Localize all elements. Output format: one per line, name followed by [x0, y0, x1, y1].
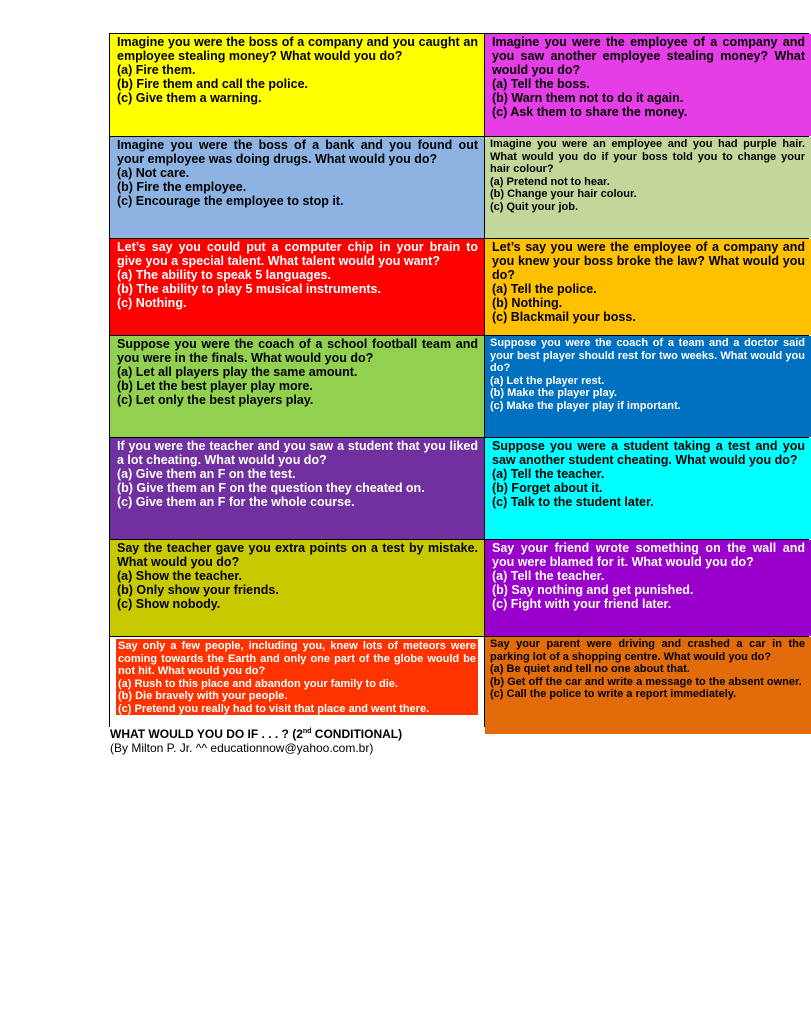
card-option: (a) Let all players play the same amount. [117, 365, 358, 379]
card-option: (c) Fight with your friend later. [492, 597, 672, 611]
card-option: (b) Get off the car and write a message to the absent owner. [490, 675, 802, 688]
card-meteors [110, 637, 484, 734]
card-option: (b) The ability to play 5 musical instruments. [117, 282, 381, 296]
card-question: Suppose you were a student taking a test and you saw another student cheating. What would you do? [492, 439, 805, 467]
card-option: (a) The ability to speak 5 languages. [117, 268, 331, 282]
card-option: (c) Give them a warning. [117, 91, 262, 105]
card-bank-drugs [110, 137, 484, 238]
card-question: Suppose you were the coach of a school football team and you were in the finals. What would you do? [117, 337, 478, 365]
card-option: (a) Give them an F on the test. [117, 467, 296, 481]
card-question: Suppose you were the coach of a team and a doctor said your best player should rest for two weeks. What would you do? [490, 337, 805, 374]
card-option: (c) Pretend you really had to visit that place and went there. [118, 702, 430, 715]
card-option: (b) Change your hair colour. [490, 188, 637, 200]
card-option: (c) Encourage the employee to stop it. [117, 194, 344, 208]
card-option: (c) Give them an F for the whole course. [117, 495, 355, 509]
card-option: (b) Give them an F on the question they cheated on. [117, 481, 425, 495]
card-friend-wall [485, 540, 811, 636]
card-option: (b) Let the best player play more. [117, 379, 313, 393]
card-option: (a) Fire them. [117, 63, 196, 77]
card-question: Say your parent were driving and crashed a car in the parking lot of a shopping centre. What would you do? [490, 638, 805, 663]
card-option: (c) Show nobody. [117, 597, 221, 611]
card-option: (c) Call the police to write a report immediately. [490, 688, 737, 700]
card-car-crash [485, 637, 811, 734]
card-teacher-cheating [110, 438, 484, 539]
worksheet-title [110, 727, 402, 741]
card-option: (c) Talk to the student later. [492, 495, 654, 509]
card-question: Say only a few people, including you, knew lots of meteors were coming towards the Earth and only one part of the globe would be not hit. What would you do? [118, 640, 476, 677]
card-question: Imagine you were the employee of a company and you saw another employee stealing money? What would you do? [492, 35, 805, 77]
card-boss-broke-law [485, 239, 811, 335]
card-player-rest [485, 336, 811, 437]
card-employee-stealing [485, 34, 811, 136]
card-option: (c) Let only the best players play. [117, 393, 314, 407]
card-grid [109, 33, 809, 727]
card-option: (a) Be quiet and tell no one about that. [490, 663, 690, 675]
card-option: (b) Die bravely with your people. [118, 690, 288, 702]
card-student-cheating [485, 438, 811, 539]
card-extra-points [110, 540, 484, 636]
card-option: (a) Let the player rest. [490, 374, 605, 387]
worksheet-title-end: CONDITIONAL) [311, 727, 403, 741]
card-question: Imagine you were the boss of a company and you caught an employee stealing money? What would you do? [117, 35, 478, 63]
card-option: (b) Make the player play. [490, 387, 617, 399]
card-option: (a) Pretend not to hear. [490, 175, 610, 188]
author-credit: (By Milton P. Jr. ^^ educationnow@yahoo.com.br) [110, 741, 374, 755]
card-purple-hair [485, 137, 811, 238]
card-option: (a) Not care. [117, 166, 190, 180]
card-option: (a) Rush to this place and abandon your family to die. [118, 677, 398, 690]
card-computer-chip [110, 239, 484, 335]
card-option: (c) Nothing. [117, 296, 187, 310]
card-option: (a) Tell the teacher. [492, 569, 605, 583]
card-question: If you were the teacher and you saw a student that you liked a lot cheating. What would you do? [117, 439, 478, 467]
card-option: (a) Show the teacher. [117, 569, 243, 583]
card-question: Imagine you were an employee and you had purple hair. What would you do if your boss told you to change your hair colour? [490, 138, 805, 175]
worksheet-title-superscript: nd [302, 728, 312, 735]
card-question: Imagine you were the boss of a bank and you found out your employee was doing drugs. What would you do? [117, 138, 478, 166]
card-option: (c) Blackmail your boss. [492, 310, 636, 324]
card-option: (c) Quit your job. [490, 200, 578, 213]
card-option: (b) Warn them not to do it again. [492, 91, 684, 105]
card-option: (b) Say nothing and get punished. [492, 583, 694, 597]
meteor-card-box [116, 639, 478, 715]
card-question: Say the teacher gave you extra points on a test by mistake. What would you do? [117, 541, 478, 569]
card-option: (a) Tell the teacher. [492, 467, 605, 481]
card-boss-stealing [110, 34, 484, 136]
card-option: (b) Nothing. [492, 296, 563, 310]
card-option: (b) Forget about it. [492, 481, 603, 495]
card-option: (b) Fire them and call the police. [117, 77, 309, 91]
card-option: (a) Tell the police. [492, 282, 597, 296]
card-question: Say your friend wrote something on the wall and you were blamed for it. What would you do? [492, 541, 805, 569]
card-option: (b) Only show your friends. [117, 583, 279, 597]
card-football-finals [110, 336, 484, 437]
card-question: Let’s say you could put a computer chip in your brain to give you a special talent. What talent would you want? [117, 240, 478, 268]
card-option: (a) Tell the boss. [492, 77, 590, 91]
card-question: Let’s say you were the employee of a company and you knew your boss broke the law? What would you do? [492, 240, 805, 282]
worksheet-title-main: WHAT WOULD YOU DO IF . . . ? (2 [110, 727, 303, 741]
card-option: (c) Make the player play if important. [490, 399, 681, 412]
card-option: (b) Fire the employee. [117, 180, 247, 194]
card-option: (c) Ask them to share the money. [492, 105, 688, 119]
